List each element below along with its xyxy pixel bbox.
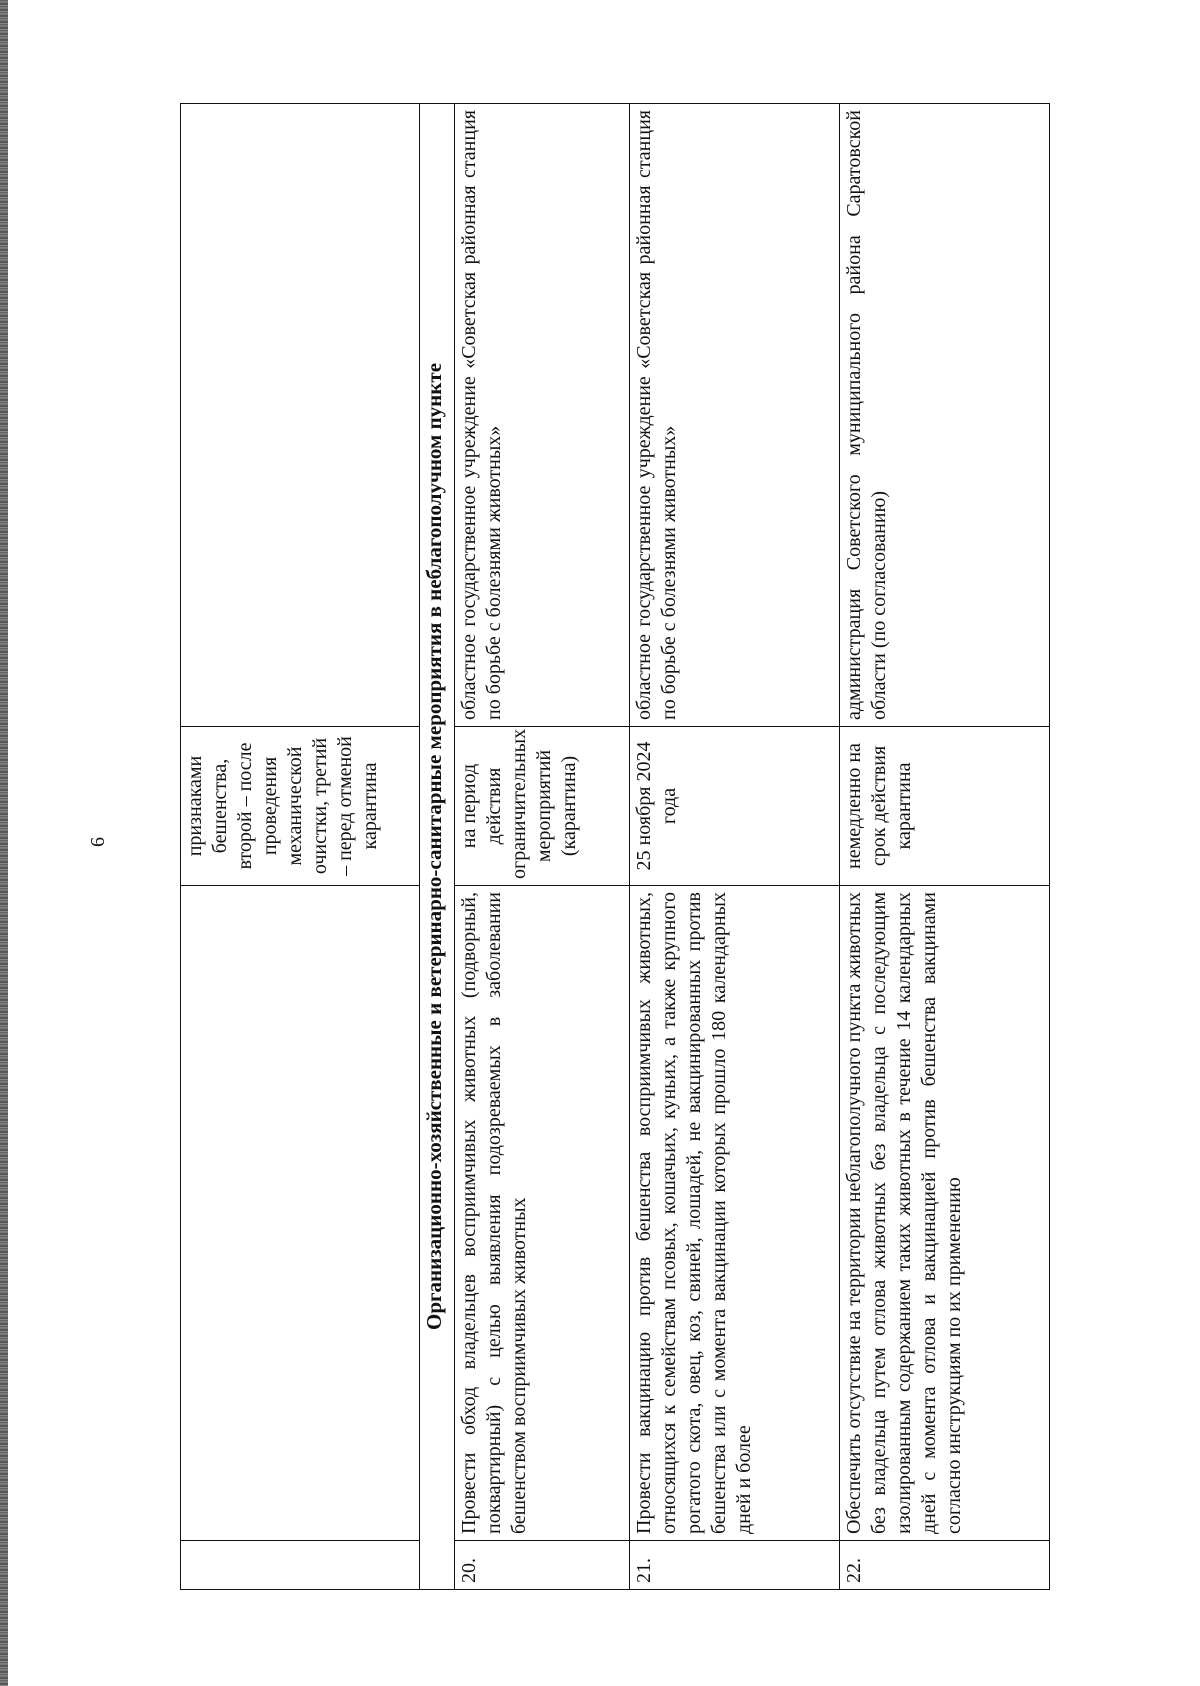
- row-term: немедленно на срок действия карантина: [840, 727, 1050, 886]
- row-responsible: администрация Советского муниципального района Саратовской области (по согласованию): [840, 104, 1050, 727]
- row-number: 21.: [630, 1541, 840, 1590]
- section-title: Организационно-хозяйственные и ветеринарно-санитарные мероприятия в неблагополучном пункте: [420, 104, 455, 1590]
- table-row: [455, 104, 630, 1590]
- row-measure: Провести вакцинацию против бешенства восприимчивых животных, относящихся к семействам псовых, кошачьих, куньих, а также крупного рогатого скота, овец, коз, свиней, лошадей, не вакцинированных против бешенства или с момента вакцинации которых прошло 180 календарных дней и более: [630, 886, 840, 1541]
- cell-measure-empty: [181, 886, 420, 1541]
- row-term: на период действия ограничительных мероприятий (карантина): [455, 727, 630, 886]
- page-number: 6: [87, 837, 109, 847]
- row-measure: Обеспечить отсутствие на территории неблагополучного пункта животных без владельца путем отлова животных без владельца с последующим изолированным содержанием таких животных в течение 14 календарных дней с момента отлова и вакцинацией против бешенства вакцинами согласно инструкциям по их применению: [840, 886, 1050, 1541]
- cell-number-empty: [181, 1541, 420, 1590]
- row-term: 25 ноября 2024 года: [630, 727, 840, 886]
- row-number: 22.: [840, 1541, 1050, 1590]
- row-responsible: областное государственное учреждение «Советская районная станция по борьбе с болезнями животных»: [630, 104, 840, 727]
- scan-edge: [0, 0, 8, 1686]
- section-header-row: [420, 104, 455, 1590]
- row-number: 20.: [455, 1541, 630, 1590]
- table-row-continued: [181, 104, 420, 1590]
- rotated-page-content: [180, 110, 1050, 1590]
- row-measure: Провести обход владельцев восприимчивых животных (подворный, поквартирный) с целью выявления подозреваемых в заболевании бешенством восприимчивых животных: [455, 886, 630, 1541]
- cell-responsible-empty: [181, 104, 420, 727]
- table-row: [840, 104, 1050, 1590]
- measures-table: [180, 103, 1050, 1590]
- table-row: [630, 104, 840, 1590]
- cell-term-continued: признаками бешенства, второй – после проведения механической очистки, третий – перед отменой карантина: [181, 727, 420, 886]
- row-responsible: областное государственное учреждение «Советская районная станция по борьбе с болезнями животных»: [455, 104, 630, 727]
